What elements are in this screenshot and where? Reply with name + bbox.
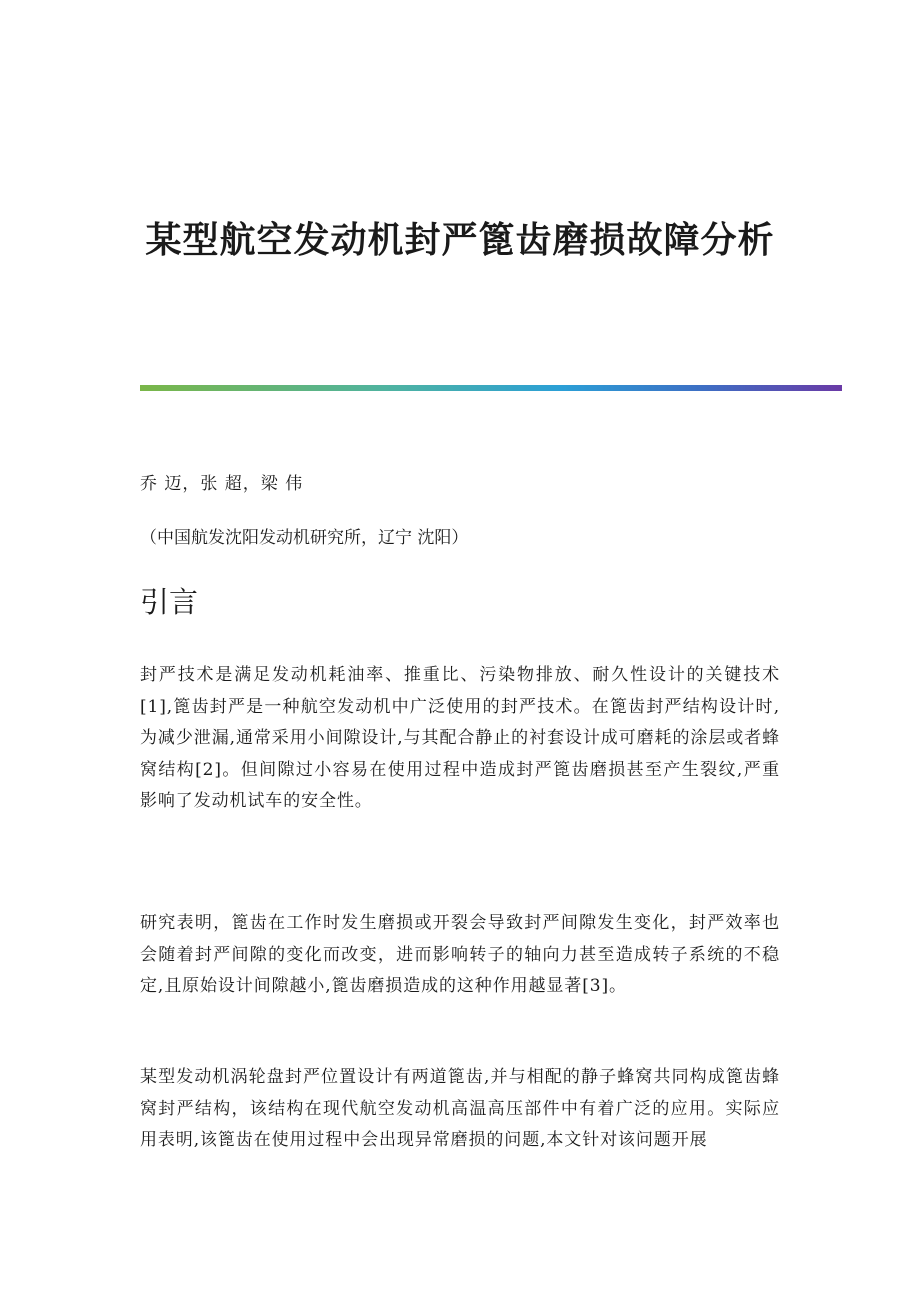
author-affiliation: （中国航发沈阳发动机研究所，辽宁 沈阳）	[140, 528, 469, 548]
section-heading-introduction: 引言	[140, 585, 199, 619]
body-paragraph: 研究表明，篦齿在工作时发生磨损或开裂会导致封严间隙发生变化，封严效率也会随着封严间隙的变化而改变，进而影响转子的轴向力甚至造成转子系统的不稳定,且原始设计间隙越小,篦齿磨损造成的这种作用越显著[3]。	[140, 913, 780, 996]
body-paragraph: 某型发动机涡轮盘封严位置设计有两道篦齿,并与相配的静子蜂窝共同构成篦齿蜂窝封严结构，该结构在现代航空发动机高温高压部件中有着广泛的应用。实际应用表明,该篦齿在使用过程中会出现异常磨损的问题,本文针对该问题开展	[140, 1067, 780, 1150]
author-list: 乔 迈，张 超，梁 伟	[140, 474, 304, 494]
body-paragraph: 封严技术是满足发动机耗油率、推重比、污染物排放、耐久性设计的关键技术[1],篦齿封严是一种航空发动机中广泛使用的封严技术。在篦齿封严结构设计时,为减少泄漏,通常采用小间隙设计,与其配合静止的衬套设计成可磨耗的涂层或者蜂窝结构[2]。但间隙过小容易在使用过程中造成封严篦齿磨损甚至产生裂纹,严重影响了发动机试车的安全性。	[140, 665, 780, 811]
paper-title: 某型航空发动机封严篦齿磨损故障分析	[145, 219, 775, 261]
title-divider-bar	[140, 385, 842, 391]
